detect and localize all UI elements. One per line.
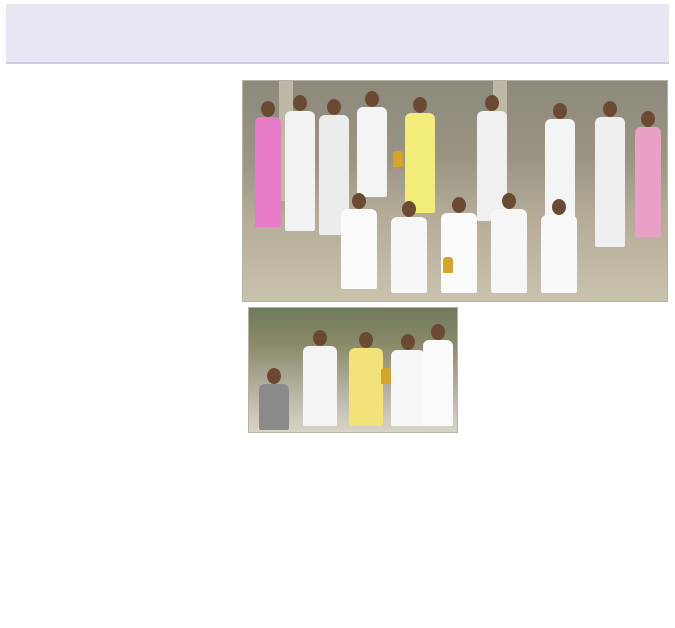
person-figure	[347, 332, 385, 430]
trophy-icon	[381, 368, 391, 384]
trophy-icon	[443, 257, 453, 273]
dateline	[10, 150, 232, 166]
article-paragraph	[10, 185, 238, 202]
article-paragraph	[248, 436, 454, 453]
person-figure	[339, 193, 379, 293]
team-photo	[242, 80, 668, 302]
person-figure	[421, 324, 455, 430]
person-figure	[301, 330, 339, 430]
trophy-icon	[393, 151, 403, 167]
person-figure	[539, 199, 579, 297]
article-column-3	[460, 314, 666, 623]
person-figure	[633, 111, 663, 251]
article-column-2	[248, 436, 454, 623]
person-figure	[489, 193, 529, 297]
person-figure	[257, 368, 291, 430]
award-photo	[248, 307, 458, 433]
bullet-1	[10, 74, 232, 91]
person-figure	[593, 101, 627, 251]
headline	[6, 10, 669, 56]
person-figure	[389, 201, 429, 297]
article-column-1	[10, 168, 238, 623]
article-paragraph	[10, 202, 238, 219]
article-paragraph	[10, 168, 238, 185]
article-paragraph	[460, 314, 666, 331]
subheading-bullets	[10, 74, 232, 112]
bullet-2	[10, 93, 232, 110]
headline-bar	[6, 4, 669, 64]
person-figure	[283, 95, 317, 245]
person-figure	[253, 101, 283, 231]
person-figure	[439, 197, 479, 297]
